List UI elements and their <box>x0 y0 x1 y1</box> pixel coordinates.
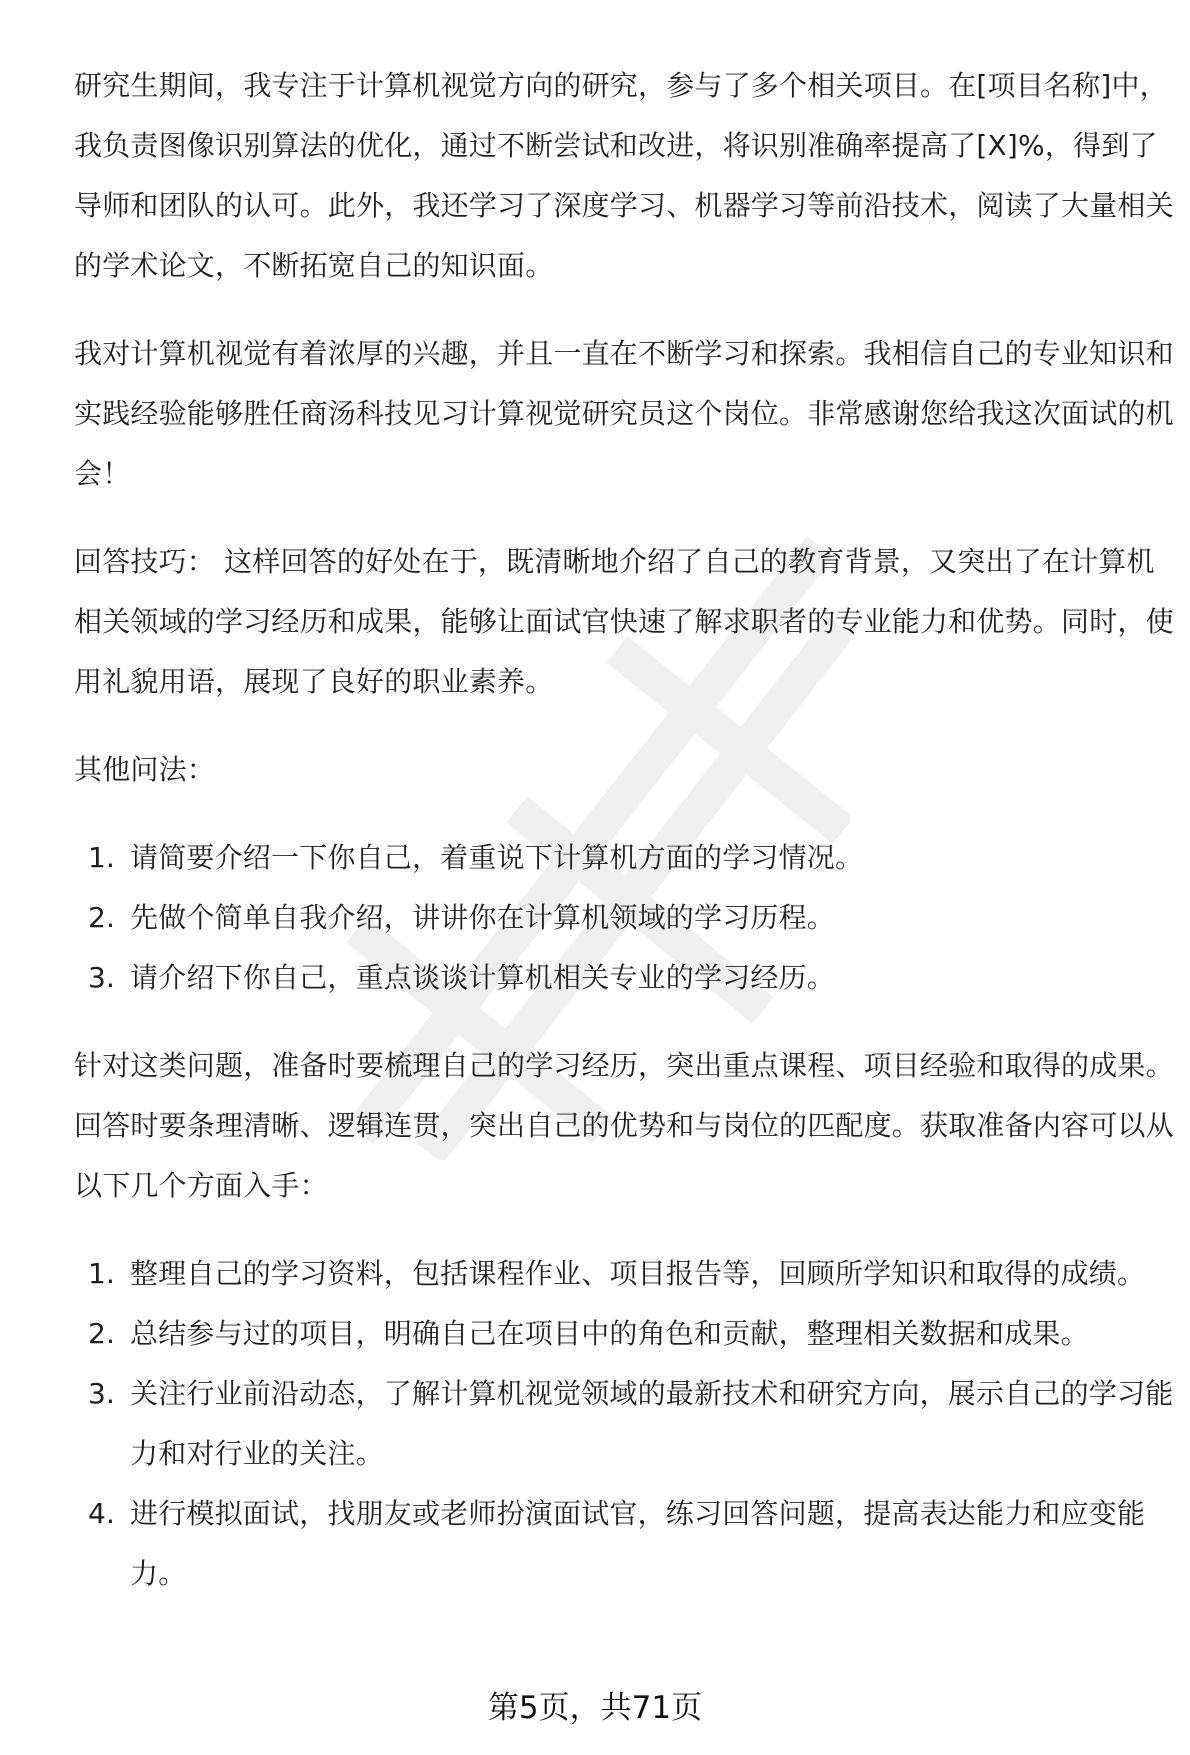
paragraph-interest: 我对计算机视觉有着浓厚的兴趣，并且一直在不断学习和探索。我相信自己的专业知识和实践经验能够胜任商汤科技见习计算视觉研究员这个岗位。非常感谢您给我这次面试的机会！ <box>74 337 1174 490</box>
paragraph-preparation: 针对这类问题，准备时要梳理自己的学习经历，突出重点课程、项目经验和取得的成果。回答时要条理清晰、逻辑连贯，突出自己的优势和与岗位的匹配度。获取准备内容可以从以下几个方面入手： <box>74 1049 1174 1202</box>
paragraph-answer-tips: 回答技巧： 这样回答的好处在于，既清晰地介绍了自己的教育背景，又突出了在计算机相关领域的学习经历和成果，能够让面试官快速了解求职者的专业能力和优势。同时，使用礼貌用语，展现了良好的职业素养。 <box>74 545 1174 698</box>
list-item: 1. 请简要介绍一下你自己，着重说下计算机方面的学习情况。 <box>88 841 864 874</box>
list-item: 2. 总结参与过的项目，明确自己在项目中的角色和贡献，整理相关数据和成果。 <box>88 1317 1089 1350</box>
paragraph-research: 研究生期间，我专注于计算机视觉方向的研究，参与了多个相关项目。在[项目名称]中，我负责图像识别算法的优化，通过不断尝试和改进，将识别准确率提高了[X]%，得到了导师和团队的认可。此外，我还学习了深度学习、机器学习等前沿技术，阅读了大量相关的学术论文，不断拓宽自己的知识面。 <box>74 69 1174 282</box>
list-item: 3. 请介绍下你自己，重点谈谈计算机相关专业的学习经历。 <box>88 961 836 994</box>
list-item: 4. 进行模拟面试，找朋友或老师扮演面试官，练习回答问题，提高表达能力和应变能力。 <box>88 1497 1146 1590</box>
other-questions-list <box>74 828 1174 1008</box>
paragraph-other-questions-heading: 其他问法： <box>74 753 216 786</box>
page-number-footer: 第5页，共71页 <box>487 1690 703 1726</box>
list-item: 2. 先做个简单自我介绍，讲讲你在计算机领域的学习历程。 <box>88 901 836 934</box>
list-item: 3. 关注行业前沿动态，了解计算机视觉领域的最新技术和研究方向，展示自己的学习能力和对行业的关注。 <box>88 1377 1174 1470</box>
document-page <box>74 56 1174 1632</box>
preparation-steps-list <box>74 1244 1174 1604</box>
list-item: 1. 整理自己的学习资料，包括课程作业、项目报告等，回顾所学知识和取得的成绩。 <box>88 1257 1146 1290</box>
